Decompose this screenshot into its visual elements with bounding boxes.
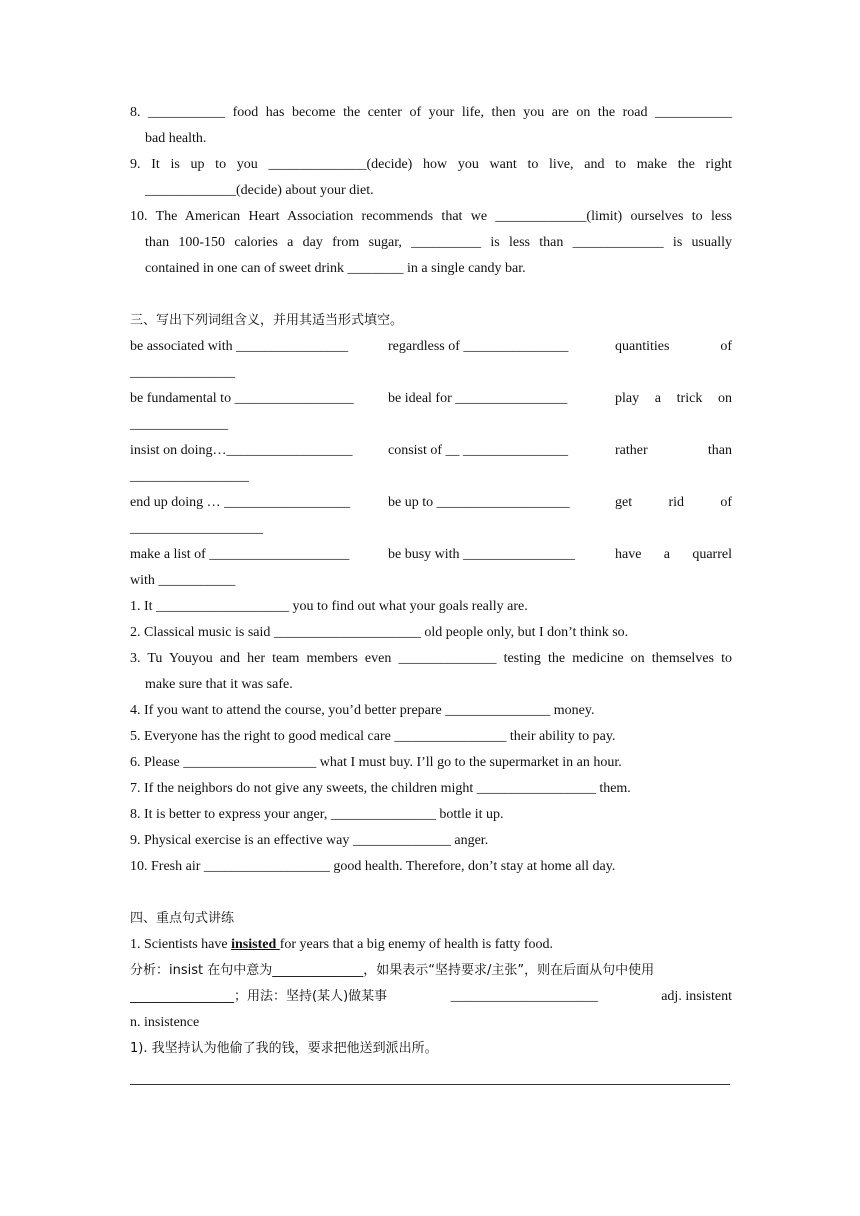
question-8-line-2: bad health. xyxy=(145,131,207,146)
phrase-cell: rather than xyxy=(615,443,732,458)
analysis-line-2: ________________；用法：坚持(某人)做某事 _____________________ adj. insistent xyxy=(130,989,732,1004)
worksheet-page xyxy=(130,100,732,1085)
phrase-cell: consist of __ _______________ xyxy=(388,443,569,458)
question-10-line-1: 10. The American Heart Association recommends that we _____________(limit) ourselves to less xyxy=(130,209,732,224)
fill-question-3-line-1: 3. Tu Youyou and her team members even ______________ testing the medicine on themselves to xyxy=(130,651,732,666)
fill-question-9: 9. Physical exercise is an effective way ______________ anger. xyxy=(130,833,489,848)
phrase-cell: regardless of _______________ xyxy=(388,339,569,354)
fill-question-5: 5. Everyone has the right to good medical care ________________ their ability to pay. xyxy=(130,729,616,744)
phrase-cell: quantities of xyxy=(615,339,732,354)
phrase-cell: end up doing … __________________ xyxy=(130,495,351,510)
spacer xyxy=(130,880,732,906)
fill-question-10: 10. Fresh air __________________ good health. Therefore, don’t stay at home all day. xyxy=(130,859,616,874)
question-9-line-2: _____________(decide) about your diet. xyxy=(145,183,374,198)
fill-question-4: 4. If you want to attend the course, you’d better prepare _______________ money. xyxy=(130,703,595,718)
section-4-heading: 四、重点句式讲练 xyxy=(130,911,235,926)
key-word: insisted xyxy=(231,937,280,952)
phrase-row xyxy=(130,334,732,386)
analysis-line-1: 分析：insist 在句中意为______________，如果表示“坚持要求/主张”，则在后面从句中使用 xyxy=(130,963,655,978)
translation-exercise-1: 1). 我坚持认为他偷了我的钱，要求把他送到派出所。 xyxy=(130,1041,438,1056)
phrase-row xyxy=(130,542,732,594)
phrase-cell: be up to ___________________ xyxy=(388,495,570,510)
phrase-cell: make a list of ____________________ xyxy=(130,547,350,562)
question-8-line-1: 8. ___________ food has become the center of your life, then you are on the road ___________ xyxy=(130,105,732,120)
fill-question-6: 6. Please ___________________ what I must buy. I’ll go to the supermarket in an hour. xyxy=(130,755,622,770)
analysis-line-3: n. insistence xyxy=(130,1015,200,1030)
question-10-line-2: than 100-150 calories a day from sugar, __________ is less than _____________ is usually xyxy=(145,235,732,250)
phrase-cell: play a trick on xyxy=(615,391,732,406)
phrase-cell: be associated with ________________ xyxy=(130,339,349,354)
fill-question-7: 7. If the neighbors do not give any sweets, the children might _________________ them. xyxy=(130,781,631,796)
phrase-cell: be ideal for ________________ xyxy=(388,391,568,406)
question-9-line-1: 9. It is up to you ______________(decide) how you want to live, and to make the right xyxy=(130,157,732,172)
phrase-wrap: ___________________ xyxy=(130,521,263,536)
fill-question-3-line-2: make sure that it was safe. xyxy=(145,677,293,692)
section-3-heading: 三、写出下列词组含义，并用其适当形式填空。 xyxy=(130,313,404,328)
phrase-row xyxy=(130,438,732,490)
phrase-cell: be fundamental to _________________ xyxy=(130,391,354,406)
fill-question-1: 1. It ___________________ you to find out what your goals really are. xyxy=(130,599,528,614)
phrase-cell: be busy with ________________ xyxy=(388,547,576,562)
phrase-wrap: ______________ xyxy=(130,417,228,432)
spacer xyxy=(130,282,732,308)
phrase-cell: get rid of xyxy=(615,495,732,510)
answer-line[interactable] xyxy=(130,1062,730,1085)
key-sentence-1: 1. Scientists have insisted for years that a big enemy of health is fatty food. xyxy=(130,937,554,952)
question-10-line-3: contained in one can of sweet drink ________ in a single candy bar. xyxy=(145,261,526,276)
fill-question-2: 2. Classical music is said _____________________ old people only, but I don’t think so. xyxy=(130,625,629,640)
phrase-cell: have a quarrel xyxy=(615,547,732,562)
phrase-wrap: _________________ xyxy=(130,469,249,484)
phrase-wrap: with ___________ xyxy=(130,573,236,588)
fill-question-8: 8. It is better to express your anger, _______________ bottle it up. xyxy=(130,807,504,822)
phrase-cell: insist on doing…__________________ xyxy=(130,443,353,458)
phrase-wrap: _______________ xyxy=(130,365,235,380)
phrase-row xyxy=(130,490,732,542)
phrase-row xyxy=(130,386,732,438)
